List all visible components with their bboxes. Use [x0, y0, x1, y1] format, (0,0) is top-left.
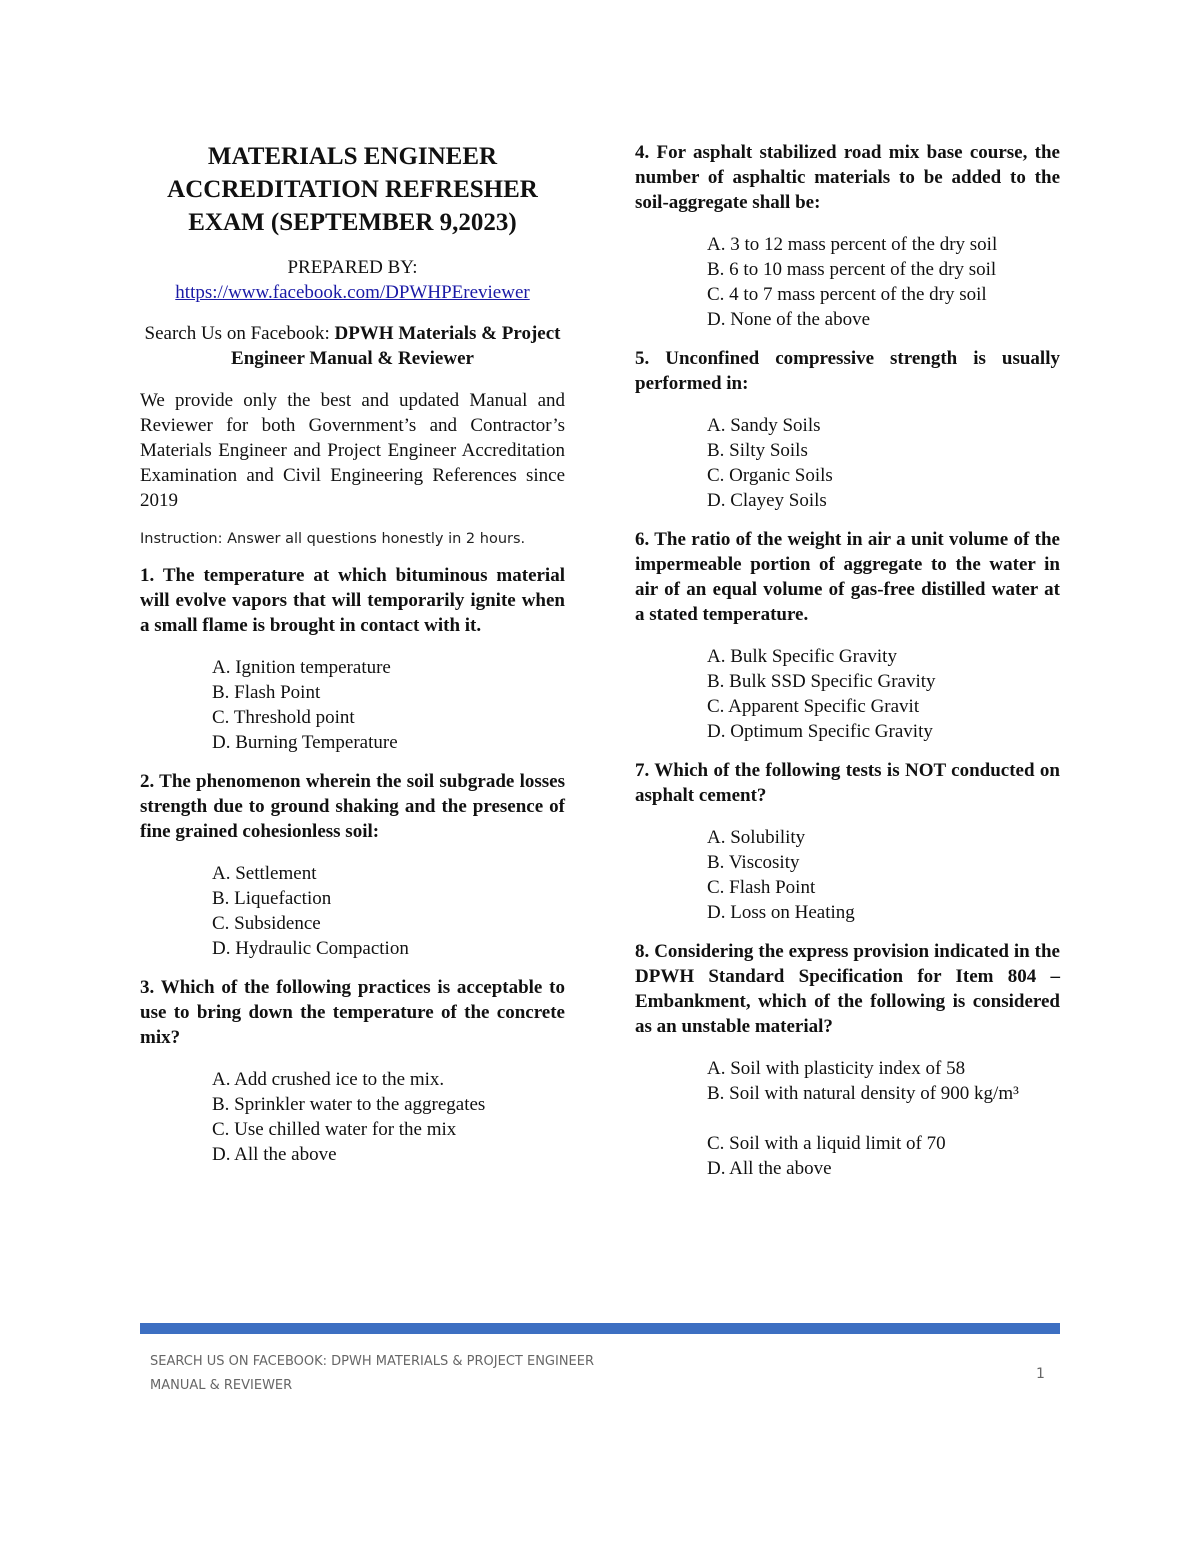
choice-list	[707, 1056, 1060, 1181]
page-number: 1	[1036, 1366, 1045, 1382]
question-6	[635, 527, 1060, 744]
question-3	[140, 975, 565, 1167]
choice-c: C. Flash Point	[707, 877, 816, 898]
question-text: 8. Considering the express provision indicated in the DPWH Standard Specification for Item 804 – Embankment, which of the following is considered as an unstable material?	[635, 941, 1060, 1037]
choice-b: B. Soil with natural density of 900 kg/m³	[707, 1083, 1019, 1104]
footer-text: SEARCH US ON FACEBOOK: DPWH MATERIALS & PROJECT ENGINEER MANUAL & REVIEWER	[150, 1354, 595, 1393]
choice-b: B. Viscosity	[707, 852, 800, 873]
choice-list	[707, 413, 1060, 513]
page-title: MATERIALS ENGINEER ACCREDITATION REFRESHER EXAM (SEPTEMBER 9,2023)	[167, 143, 538, 236]
choice-d: D. All the above	[707, 1158, 832, 1179]
choice-b: B. Silty Soils	[707, 440, 808, 461]
choice-c: C. Threshold point	[212, 707, 355, 728]
choice-d: D. Loss on Heating	[707, 902, 855, 923]
question-1	[140, 563, 565, 755]
choice-a: A. Ignition temperature	[212, 657, 391, 678]
facebook-link[interactable]: https://www.facebook.com/DPWHPEreviewer	[175, 282, 530, 303]
prepared-by-label: PREPARED BY:	[287, 257, 418, 278]
question-8	[635, 939, 1060, 1181]
question-text: 2. The phenomenon wherein the soil subgrade losses strength due to ground shaking and the presence of fine grained cohesionless soil:	[140, 771, 565, 842]
choice-a: A. Soil with plasticity index of 58	[707, 1058, 966, 1079]
choice-list	[707, 825, 1060, 925]
question-4	[635, 140, 1060, 332]
question-7	[635, 758, 1060, 925]
question-text: 4. For asphalt stabilized road mix base course, the number of asphaltic materials to be added to the soil-aggregate shall be:	[635, 142, 1060, 213]
choice-list	[212, 861, 565, 961]
question-text: 5. Unconfined compressive strength is usually performed in:	[635, 348, 1060, 394]
choice-d: D. None of the above	[707, 309, 871, 330]
choice-b: B. Bulk SSD Specific Gravity	[707, 671, 936, 692]
choice-b: B. Flash Point	[212, 682, 321, 703]
question-text: 3. Which of the following practices is acceptable to use to bring down the temperature of the concrete mix?	[140, 977, 565, 1048]
intro-paragraph: We provide only the best and updated Manual and Reviewer for both Government’s and Contractor’s Materials Engineer and Project Engineer Accreditation Examination and Civil Engineering References since 2019	[140, 390, 565, 511]
choice-d: D. Burning Temperature	[212, 732, 398, 753]
choice-a: A. Add crushed ice to the mix.	[212, 1069, 445, 1090]
question-5	[635, 346, 1060, 513]
choice-a: A. Settlement	[212, 863, 317, 884]
choice-d: D. All the above	[212, 1144, 337, 1165]
search-note	[140, 321, 565, 371]
instruction-text: Instruction: Answer all questions honestly in 2 hours.	[140, 531, 526, 547]
right-column	[635, 140, 1060, 1181]
choice-c: C. Use chilled water for the mix	[212, 1119, 457, 1140]
choice-b: B. Liquefaction	[212, 888, 332, 909]
choice-c: C. Organic Soils	[707, 465, 833, 486]
question-text: 6. The ratio of the weight in air a unit volume of the impermeable portion of aggregate to the water in air of an equal volume of gas-free distilled water at a stated temperature.	[635, 529, 1060, 625]
choice-list	[212, 655, 565, 755]
choice-list	[212, 1067, 565, 1167]
question-2	[140, 769, 565, 961]
choice-b: B. 6 to 10 mass percent of the dry soil	[707, 259, 997, 280]
facebook-link-wrapper	[140, 280, 565, 305]
search-note-prefix: Search Us on Facebook:	[144, 323, 335, 344]
footer-bar	[140, 1323, 1060, 1334]
blank-line	[707, 1106, 1060, 1131]
left-column	[140, 140, 565, 1167]
choice-b: B. Sprinkler water to the aggregates	[212, 1094, 486, 1115]
choice-c: C. Subsidence	[212, 913, 321, 934]
choice-c: C. 4 to 7 mass percent of the dry soil	[707, 284, 987, 305]
choice-c: C. Soil with a liquid limit of 70	[707, 1133, 946, 1154]
choice-a: A. 3 to 12 mass percent of the dry soil	[707, 234, 998, 255]
choice-a: A. Sandy Soils	[707, 415, 821, 436]
question-text: 7. Which of the following tests is NOT conducted on asphalt cement?	[635, 760, 1060, 806]
choice-list	[707, 232, 1060, 332]
choice-a: A. Solubility	[707, 827, 806, 848]
choice-c: C. Apparent Specific Gravit	[707, 696, 920, 717]
choice-a: A. Bulk Specific Gravity	[707, 646, 897, 667]
question-text: 1. The temperature at which bituminous material will evolve vapors that will temporarily ignite when a small flame is brought in contact with it.	[140, 565, 565, 636]
choice-list	[707, 644, 1060, 744]
choice-d: D. Clayey Soils	[707, 490, 827, 511]
choice-d: D. Hydraulic Compaction	[212, 938, 409, 959]
choice-d: D. Optimum Specific Gravity	[707, 721, 933, 742]
search-note-page-name: DPWH Materials & Project Engineer Manual & Reviewer	[231, 323, 561, 369]
